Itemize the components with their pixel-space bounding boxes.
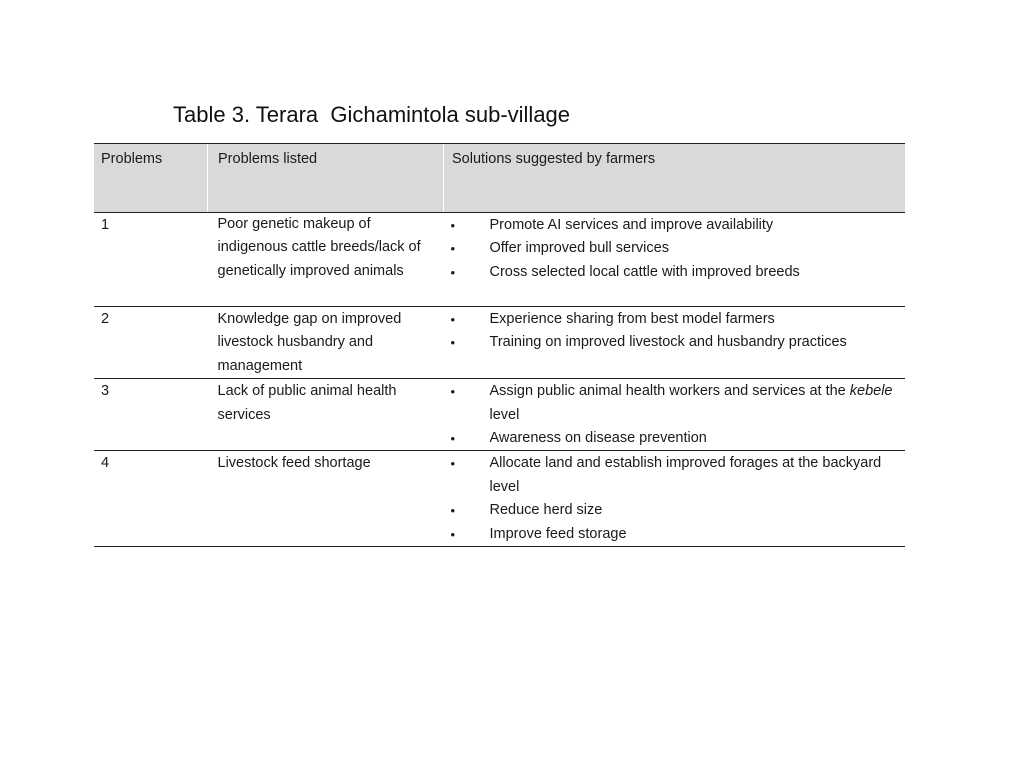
solutions-cell bbox=[444, 213, 906, 307]
solutions-list bbox=[444, 308, 906, 355]
problem-text: Lack of public animal health services bbox=[208, 379, 444, 451]
solution-text bbox=[490, 380, 906, 427]
row-number: 4 bbox=[94, 451, 208, 547]
solution-text: Allocate land and establish improved forages at the backyard level bbox=[489, 455, 882, 495]
solution-text: Cross selected local cattle with improved breeds bbox=[489, 263, 800, 280]
kebele-term: kebele bbox=[849, 383, 893, 400]
row-number: 3 bbox=[94, 379, 208, 451]
problem-text: Livestock feed shortage bbox=[208, 451, 444, 547]
table-title: Table 3. Terara Gichamintola sub-village bbox=[173, 102, 571, 127]
bullet-icon: • bbox=[450, 431, 456, 447]
problems-table bbox=[94, 143, 905, 547]
bullet-icon: • bbox=[450, 503, 456, 519]
bullet-icon: • bbox=[450, 335, 456, 351]
solutions-list bbox=[444, 452, 906, 546]
list-item bbox=[444, 214, 906, 237]
list-item bbox=[444, 308, 906, 331]
solution-text: Training on improved livestock and husbandry practices bbox=[489, 334, 847, 351]
list-item bbox=[444, 427, 906, 450]
table-row bbox=[94, 451, 905, 547]
bullet-icon: • bbox=[450, 264, 456, 280]
row-number: 1 bbox=[94, 213, 208, 307]
problem-text: Poor genetic makeup of indigenous cattle breeds/lack of genetically improved animals bbox=[208, 213, 444, 307]
bullet-icon: • bbox=[450, 456, 456, 472]
problem-text: Knowledge gap on improved livestock husbandry and management bbox=[208, 307, 444, 379]
list-item bbox=[444, 380, 906, 427]
list-item bbox=[444, 523, 906, 546]
table-row bbox=[94, 213, 905, 307]
list-item bbox=[444, 452, 906, 499]
solutions-cell bbox=[444, 307, 906, 379]
table-row bbox=[94, 307, 905, 379]
list-item bbox=[444, 261, 906, 284]
solution-text-part: Assign public animal health workers and services at the bbox=[489, 383, 850, 400]
solutions-cell bbox=[444, 451, 906, 547]
header-problems-listed: Problems listed bbox=[208, 144, 444, 213]
solution-text: Promote AI services and improve availability bbox=[489, 217, 774, 233]
solutions-list bbox=[444, 214, 906, 284]
solution-text: Awareness on disease prevention bbox=[489, 430, 707, 447]
header-problems: Problems bbox=[94, 144, 208, 213]
solution-text: Improve feed storage bbox=[489, 525, 627, 542]
bullet-icon: • bbox=[450, 526, 456, 542]
list-item bbox=[444, 499, 906, 522]
bullet-icon: • bbox=[450, 312, 456, 327]
bullet-icon: • bbox=[450, 241, 456, 257]
table-header-row bbox=[94, 144, 905, 213]
table-row bbox=[94, 379, 905, 451]
row-number: 2 bbox=[94, 307, 208, 379]
solution-text: Reduce herd size bbox=[489, 502, 603, 519]
solution-text: Experience sharing from best model farmers bbox=[489, 311, 775, 327]
solution-text-part: level bbox=[489, 406, 520, 423]
bullet-icon: • bbox=[450, 384, 456, 400]
list-item bbox=[444, 237, 906, 260]
list-item bbox=[444, 331, 906, 354]
header-solutions: Solutions suggested by farmers bbox=[444, 144, 906, 213]
solution-text: Offer improved bull services bbox=[489, 240, 669, 257]
solutions-list bbox=[444, 380, 906, 450]
bullet-icon: • bbox=[450, 218, 456, 233]
solutions-cell bbox=[444, 379, 906, 451]
